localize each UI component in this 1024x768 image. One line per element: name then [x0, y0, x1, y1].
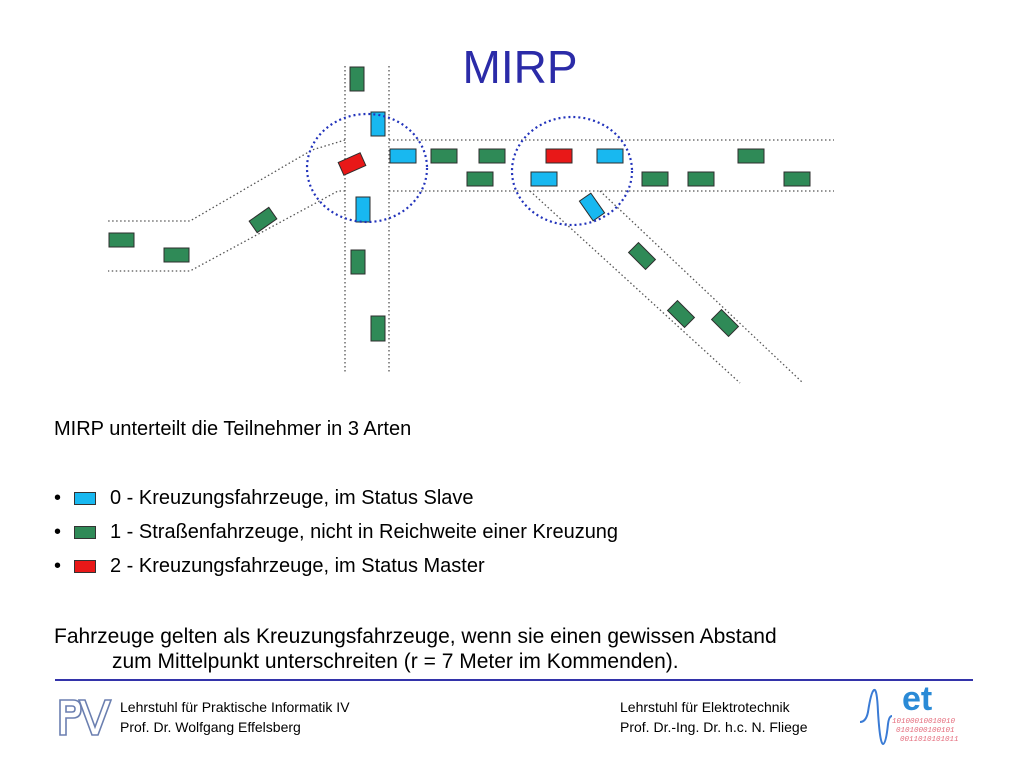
vehicle-street	[109, 233, 134, 247]
vehicle-slave	[356, 197, 370, 222]
definition-note	[54, 624, 984, 674]
footer-right-line-1: Lehrstuhl für Elektrotechnik	[620, 699, 790, 715]
road-left-lower-edge	[108, 191, 345, 271]
bullet: •	[54, 521, 62, 543]
vehicle-slave	[531, 172, 557, 186]
vehicle-street	[351, 250, 365, 274]
vehicle-street	[467, 172, 493, 186]
road-diagonal-left-edge	[530, 191, 740, 383]
vehicle-street	[738, 149, 764, 163]
footer-divider	[55, 679, 973, 681]
bullet: •	[54, 487, 62, 509]
master-swatch	[74, 560, 96, 573]
road-edges	[108, 66, 834, 383]
vehicle-street	[642, 172, 668, 186]
vehicle-street	[350, 67, 364, 91]
vehicle-street	[249, 207, 277, 232]
legend-label-master: 2 - Kreuzungsfahrzeuge, im Status Master	[110, 555, 485, 577]
footer-left-line-2: Prof. Dr. Wolfgang Effelsberg	[120, 719, 301, 735]
binary-line-1: 10100010010010	[892, 718, 956, 726]
et-lettering: et	[902, 682, 933, 718]
legend-item-street	[54, 521, 618, 544]
vehicle-street	[479, 149, 505, 163]
et-logo	[858, 682, 974, 748]
vehicle-street	[668, 301, 695, 328]
note-line-2: zum Mittelpunkt unterschreiten (r = 7 Meter im Kommenden).	[112, 650, 679, 673]
binary-line-2: 0101000100101	[896, 727, 955, 735]
vehicle-street	[688, 172, 714, 186]
vehicle-slave	[390, 149, 416, 163]
vehicle-street	[371, 316, 385, 341]
slide-title: MIRP	[462, 41, 578, 93]
footer-left-line-1: Lehrstuhl für Praktische Informatik IV	[120, 699, 350, 715]
footer-left	[120, 697, 350, 737]
street-swatch	[74, 526, 96, 539]
range-circle-right	[512, 117, 632, 225]
road-diagonal-right-edge	[600, 191, 803, 383]
footer-right-line-2: Prof. Dr.-Ing. Dr. h.c. N. Fliege	[620, 719, 808, 735]
vehicle-street	[431, 149, 457, 163]
bullet: •	[54, 555, 62, 577]
vehicle-master	[338, 153, 366, 176]
legend-item-slave	[54, 487, 474, 510]
vehicle-street	[712, 310, 739, 337]
vehicle-street	[629, 243, 656, 270]
vehicle-master	[546, 149, 572, 163]
vehicle-slave	[597, 149, 623, 163]
legend-label-street: 1 - Straßenfahrzeuge, nicht in Reichweite einer Kreuzung	[110, 521, 619, 543]
intro-text: MIRP unterteilt die Teilnehmer in 3 Arten	[54, 418, 412, 440]
vehicle-street	[164, 248, 189, 262]
vehicles	[109, 67, 810, 341]
legend-label-slave: 0 - Kreuzungsfahrzeuge, im Status Slave	[110, 487, 474, 509]
footer-right	[620, 697, 808, 737]
vehicle-street	[784, 172, 810, 186]
legend-item-master	[54, 555, 485, 578]
waveform-icon	[860, 690, 892, 744]
note-line-1: Fahrzeuge gelten als Kreuzungsfahrzeuge, wenn sie einen gewissen Abstand	[54, 625, 777, 648]
vehicle-slave	[371, 112, 385, 136]
vehicle-slave	[579, 193, 604, 221]
slave-swatch	[74, 492, 96, 505]
pi4-logo	[57, 697, 113, 737]
binary-line-3: 0011010101011	[900, 736, 959, 744]
